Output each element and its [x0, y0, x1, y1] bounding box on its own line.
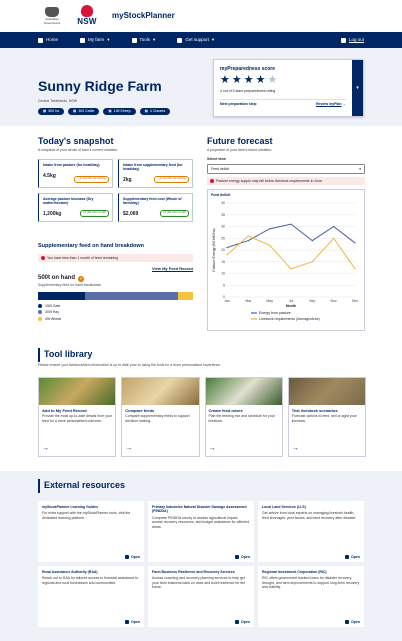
site-header: [0, 0, 402, 32]
resource-card[interactable]: Local Land Services (LLS) Get advice from local experts on managing livestock health, feed shortages, pest issues, and land recovery after disaster. Open: [258, 501, 364, 562]
status-badge: ↑ 2 months remaining: [154, 176, 189, 183]
nsw-logo[interactable]: NSW: [76, 5, 98, 27]
chip-classes[interactable]: ▦ 4 Classes: [140, 108, 171, 115]
nav-logout[interactable]: Log out: [341, 37, 364, 43]
status-badge: +1.4% this month: [160, 210, 189, 217]
feed-alert: You have less than 1 month of feed remaining: [38, 254, 193, 262]
y-tick-label: 15: [221, 260, 225, 265]
data-point: [248, 240, 249, 241]
logout-icon: [341, 38, 346, 43]
section-accent: [38, 479, 40, 493]
y-tick-label: 25: [221, 236, 225, 241]
y-tick-label: 10: [221, 272, 225, 277]
data-point: [354, 269, 355, 270]
legend-label: Energy from pasture: [259, 311, 291, 316]
star-icon: ★: [255, 74, 266, 87]
legend-item: 49t Wheat: [38, 317, 193, 321]
forecast-alert: Pasture energy supply may fall below livestock requirements in June.: [207, 177, 365, 185]
data-point: [312, 262, 313, 263]
external-link-icon: [235, 555, 239, 559]
review-plan-link[interactable]: Review myPlan →: [316, 101, 346, 106]
snapshot-title: Today's snapshot: [38, 136, 114, 146]
snapshot-card: Intake from pasture (for head/day) 4.5kg ↑ 4 months remaining: [38, 159, 113, 188]
arrow-right-icon[interactable]: →: [291, 444, 299, 452]
tool-card-feed-mixes[interactable]: Create feed mixes Plan the feeding mix and schedule for your livestock. →: [205, 377, 283, 457]
arrow-right-icon[interactable]: →: [208, 444, 216, 452]
y-axis-label: Pasture Energy (MJ ME/ha): [212, 228, 216, 272]
data-point: [248, 236, 249, 237]
chevron-down-icon: ▾: [211, 37, 215, 43]
status-badge: ↑ 4 months remaining: [74, 176, 109, 183]
legend-swatch: [38, 310, 42, 314]
x-axis-label: Month: [285, 304, 297, 309]
stars-text: 4 out of 5 stars preparedness rating: [220, 89, 276, 94]
data-point: [226, 247, 227, 248]
data-point: [290, 224, 291, 225]
chevron-down-icon: ▾: [356, 84, 359, 91]
cattle-icon: ▦: [73, 109, 77, 114]
snapshot-card: Intake from supplementary feed (for head/day) 2kg ↑ 2 months remaining: [118, 159, 193, 188]
support-icon: [177, 38, 182, 43]
arrow-right-icon: →: [342, 101, 346, 106]
data-point: [333, 226, 334, 227]
data-point: [269, 245, 270, 246]
feed-bar-segment: [178, 292, 194, 300]
nav-my-farm[interactable]: My farm ▾: [80, 37, 110, 43]
y-tick-label: 35: [221, 213, 225, 218]
forecast-chart-card: [207, 189, 365, 331]
external-link-icon: [345, 555, 349, 559]
data-point: [333, 238, 334, 239]
resource-card[interactable]: Rural Assistance Authority (RAA) Reach out to RAA for tailored access to financial assistance to regional and rural businesses and communities. Open: [38, 566, 144, 627]
legend-swatch: [38, 304, 42, 308]
tool-image: [122, 378, 198, 405]
feed-legend: [38, 304, 193, 321]
arrow-right-icon[interactable]: →: [125, 444, 133, 452]
external-link-icon: [125, 620, 129, 624]
resource-card[interactable]: Regional Investment Corporation (RIC) RIC offers government backed loans for disaster recovery, drought, and farm improvements to support long-term recovery and viability. Open: [258, 566, 364, 627]
resource-card[interactable]: myStockPlanner Learning Guides For extra support with the myStockPlanner tools, visit the dedicated learning platform. Open: [38, 501, 144, 562]
forecast-section: [207, 136, 365, 331]
view-select[interactable]: Feed deficit ▾: [207, 164, 365, 174]
info-icon[interactable]: ?: [79, 276, 83, 282]
star-icon: ★: [231, 74, 242, 87]
chip-sheep[interactable]: ▦ 145 Sheep: [103, 108, 135, 115]
supplementary-title: Supplementary feed on hand breakdown: [38, 243, 145, 249]
app-title[interactable]: myStockPlanner: [112, 11, 175, 20]
data-point: [226, 254, 227, 255]
australian-government-logo[interactable]: Australian Government: [38, 7, 66, 26]
legend-swatch: [38, 317, 42, 321]
preparedness-card: [213, 59, 364, 117]
star-icon: ★: [243, 74, 254, 87]
external-resources-section: [0, 471, 402, 641]
data-point: [290, 269, 291, 270]
y-tick-label: 40: [221, 201, 225, 206]
on-hand-total: 500t on hand ?: [38, 274, 83, 282]
open-link[interactable]: Open: [345, 555, 360, 559]
tool-card-scenarios[interactable]: Test livestock scenarios Forecast options to feed, sell or agist your livestock. →: [288, 377, 366, 457]
external-title: External resources: [44, 480, 126, 491]
nav-home[interactable]: Home: [38, 37, 58, 43]
view-feed-record-link[interactable]: View My Feed Record: [151, 265, 193, 271]
open-link[interactable]: Open: [235, 620, 250, 624]
farm-name: Sunny Ridge Farm: [38, 78, 162, 94]
open-link[interactable]: Open: [125, 620, 140, 624]
data-point: [269, 229, 270, 230]
open-link[interactable]: Open: [235, 555, 250, 559]
nav-support[interactable]: Get support ▾: [177, 37, 214, 43]
feed-bar-segment: [85, 292, 178, 300]
chevron-down-icon: ▾: [359, 166, 361, 171]
chevron-down-icon: ▾: [107, 37, 110, 43]
resource-card[interactable]: Primary Industries Natural Disaster Damage Assessment (PINDDA) Complete PINDDA survey to assess agricultural impact, access recovery resources, and budget assistance for affected areas. Open: [148, 501, 254, 562]
chip-cattle[interactable]: ▦ 300 Cattle: [68, 108, 99, 115]
main-nav: [0, 32, 402, 48]
bar-label: Supplementary feed on hand breakdown: [38, 283, 102, 288]
x-tick-label: Jul: [288, 299, 294, 304]
home-icon: [38, 38, 43, 43]
chip-area[interactable]: ▦ 800 ha: [38, 108, 64, 115]
external-link-icon: [345, 620, 349, 624]
y-tick-label: 30: [221, 225, 225, 230]
legend-item: 150t Oats: [38, 304, 193, 308]
star-icon: ★: [220, 74, 230, 87]
feed-bar-segment: [38, 292, 85, 300]
forecast-title: Future forecast: [207, 136, 273, 146]
open-link[interactable]: Open: [345, 620, 360, 624]
select-label: Select view: [207, 156, 226, 161]
next-step-label: Next preparation step:: [220, 101, 258, 106]
x-tick-label: Mar: [245, 299, 252, 304]
star-empty-icon: ★: [267, 74, 278, 87]
tool-card-feed-record[interactable]: Add to My Feed Record Provide the most up-to-date details from your feed for a more personalised outcome. →: [38, 377, 116, 457]
chevron-down-icon: ▾: [153, 37, 156, 43]
y-tick-label: 20: [221, 248, 225, 253]
data-point: [312, 240, 313, 241]
section-accent: [38, 348, 40, 362]
area-icon: ▦: [43, 109, 47, 114]
y-tick-label: 0: [223, 295, 225, 300]
x-tick-label: May: [266, 299, 273, 304]
series-line-0: [227, 225, 355, 249]
snapshot-card: Average pasture biomass (Dry matter/hectare) 1,200kg +1.4% this month: [38, 193, 113, 222]
farm-region: Central Tablelands, NSW: [38, 98, 78, 103]
crest-icon: [45, 7, 59, 17]
tool-image: [206, 378, 282, 405]
alert-icon: [41, 256, 45, 260]
legend-label: Livestock requirements (Average/Area): [259, 317, 320, 322]
y-tick-label: 5: [223, 283, 225, 288]
star-rating: [220, 75, 346, 86]
legend-item: 300t Hay: [38, 310, 193, 314]
snapshot-subtitle: A snapshot of your whole of farm's current situation.: [38, 148, 119, 153]
snapshot-card: Supplementary feed cost (Whole of farm/day) $2,069 +1.4% this month: [118, 193, 193, 222]
nav-tools[interactable]: Tools ▾: [132, 37, 156, 43]
data-point: [354, 243, 355, 244]
tool-image: [39, 378, 115, 405]
tool-library-subtitle: Please ensure your livestock/farm information is up to date prior to using the tools for a more personalised experience.: [38, 363, 222, 367]
x-tick-label: Nov: [330, 299, 337, 304]
feed-deficit-chart: [211, 197, 361, 331]
preparedness-title: myPreparedness score: [220, 66, 276, 72]
tool-library-section: [38, 348, 366, 457]
open-link[interactable]: Open: [125, 555, 140, 559]
waratah-icon: [81, 5, 93, 17]
x-tick-label: Jan: [224, 299, 230, 304]
tool-image: [289, 378, 365, 405]
feed-breakdown-bar: [38, 292, 193, 300]
forecast-subtitle: A projection of your farm's future situation.: [207, 148, 273, 153]
x-tick-label: Dec: [351, 299, 359, 304]
tools-icon: [132, 38, 137, 43]
sheep-icon: ▦: [108, 109, 112, 114]
farm-icon: [80, 38, 85, 43]
alert-icon: [210, 179, 214, 183]
snapshot-section: [38, 136, 193, 222]
status-badge: +1.4% this month: [80, 210, 109, 217]
classes-icon: ▦: [144, 109, 148, 114]
x-tick-label: Sep: [309, 299, 316, 304]
chart-title: Feed deficit: [211, 193, 231, 197]
tool-card-compare-feeds[interactable]: Compare feeds Compare supplementary feeds to support decision making. →: [121, 377, 199, 457]
external-link-icon: [125, 555, 129, 559]
arrow-right-icon[interactable]: →: [42, 444, 49, 452]
expand-button[interactable]: [352, 60, 363, 116]
external-link-icon: [235, 620, 239, 624]
tool-library-title: Tool library: [44, 349, 93, 360]
resource-card[interactable]: Farm Business Resilience and Recovery Services Access coaching and recovery planning services to help get your farm business back on track and build resilience for the future. Open: [148, 566, 254, 627]
supplementary-feed-section: [38, 243, 193, 323]
